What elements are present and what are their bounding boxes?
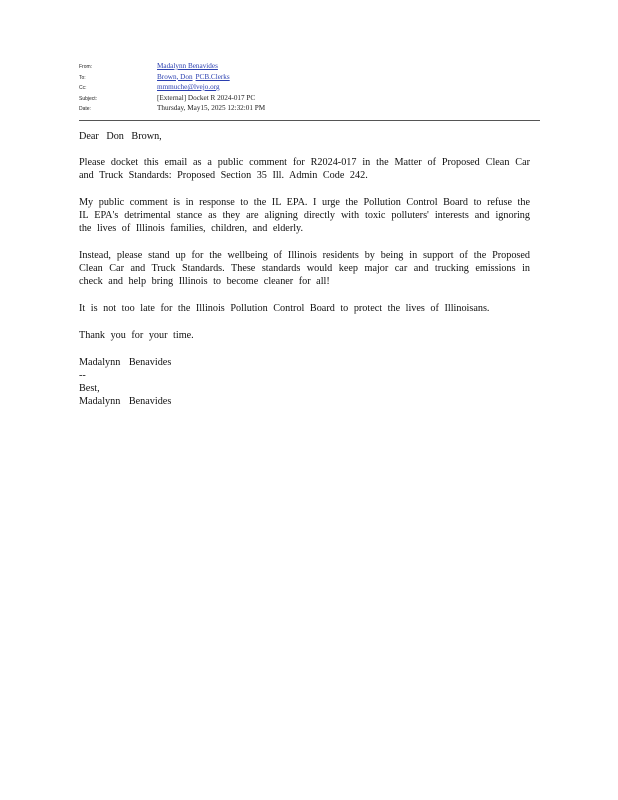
from-link[interactable]: Madalynn Benavides [157, 62, 218, 70]
to-row [79, 73, 540, 84]
to-link-2[interactable]: PCB.Clerks [195, 72, 230, 81]
signature-block [79, 356, 530, 408]
subject-row [79, 94, 540, 105]
date-label: Date: [79, 106, 91, 112]
cc-label: Cc: [79, 85, 87, 91]
date-value: Thursday, May15, 2025 12:32:01 PM [157, 104, 266, 112]
body-paragraph: My public comment is in response to the IL EPA. I urge the Pollution Control Board to refuse the IL EPA's detrimental stance as they are aligning directly with toxic polluters' interests and ignoring the lives of Illinois families, children, and elderly. [79, 197, 530, 234]
to-value [157, 73, 230, 81]
cc-link[interactable]: mmmuche@lvejo.org [157, 83, 220, 91]
email-body [79, 130, 530, 408]
signature-separator: -- [79, 370, 86, 381]
from-value[interactable] [157, 62, 218, 70]
body-paragraph: Thank you for your time. [79, 330, 194, 341]
date-row [79, 104, 540, 115]
closing-name: Madalynn Benavides [79, 396, 172, 407]
from-row [79, 62, 540, 73]
greeting: Dear Don Brown, [79, 131, 162, 142]
signature-name: Madalynn Benavides [79, 357, 172, 368]
body-paragraph: It is not too late for the Illinois Pollution Control Board to protect the lives of Illinoisans. [79, 303, 490, 314]
cc-row [79, 83, 540, 94]
to-label: To: [79, 74, 86, 81]
body-paragraph: Instead, please stand up for the wellbeing of Illinois residents by being in support of the Proposed Clean Car and Truck Standards. These standards would keep major car and trucking emissions in check and help bring Illinois to become cleaner for all! [79, 250, 530, 287]
subject-value: [External] Docket R 2024-017 PC [157, 93, 256, 102]
cc-value [157, 83, 220, 91]
from-label: From: [79, 64, 93, 70]
closing: Best, [79, 383, 100, 394]
email-header [79, 62, 540, 115]
subject-label: Subject: [79, 95, 98, 102]
to-link-1[interactable]: Brown, Don [157, 72, 193, 81]
header-divider [79, 120, 540, 121]
body-paragraph: Please docket this email as a public comment for R2024-017 in the Matter of Proposed Clean Car and Truck Standards: Proposed Section 35 Ill. Admin Code 242. [79, 157, 530, 181]
